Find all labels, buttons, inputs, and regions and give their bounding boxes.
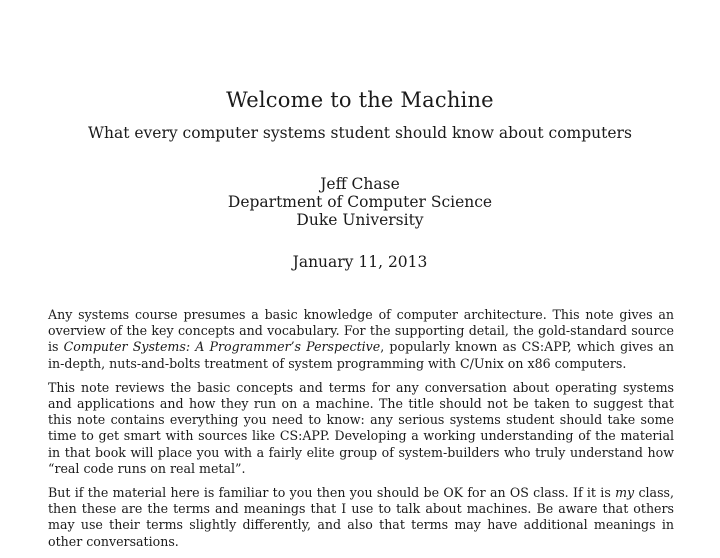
- author-department: Department of Computer Science: [227, 193, 493, 211]
- publication-date: January 11, 2013: [292, 253, 428, 271]
- paragraph-3-text-before: But if the material here is familiar to you then you should be OK for an OS class. If it is: [48, 485, 616, 501]
- paragraph-3: [48, 485, 674, 550]
- my-emphasis: my: [615, 485, 635, 501]
- paragraph-2: [48, 380, 674, 477]
- paragraph-1-text-before: Any systems course presumes a basic knowledge of computer architecture. This note gives an overview of the key concepts and vocabulary. For the supporting detail, the gold-standard source is: [48, 307, 674, 355]
- author-university: Duke University: [296, 211, 424, 229]
- body-text: [48, 307, 674, 558]
- page-title: Welcome to the Machine: [226, 88, 494, 112]
- page-subtitle: What every computer systems student should know about computers: [88, 124, 632, 142]
- book-title-emphasis: Computer Systems: A Programmer’s Perspective: [63, 339, 381, 355]
- paragraph-3-text-after: class, then these are the terms and meanings that I use to talk about machines. Be aware that others may use their terms slightly differently, and also that terms may have additional meanings in other conversations.: [48, 485, 674, 549]
- paragraph-1: [48, 307, 674, 372]
- author-name: Jeff Chase: [320, 175, 400, 193]
- author-block: [0, 175, 720, 229]
- paragraph-1-text-after: , popularly known as CS:APP, which gives an in-depth, nuts-and-bolts treatment of system programming with C/Unix on x86 computers.: [48, 339, 674, 371]
- paragraph-2-text: This note reviews the basic concepts and terms for any conversation about operating systems and applications and how they run on a machine. The title should not be taken to suggest that this note contains everything you need to know: any serious systems student should take some time to get smart with sources like CS:APP. Developing a working understanding of the material in that book will place you with a fairly elite group of system-builders who truly understand how “real code runs on real metal”.: [48, 379, 674, 476]
